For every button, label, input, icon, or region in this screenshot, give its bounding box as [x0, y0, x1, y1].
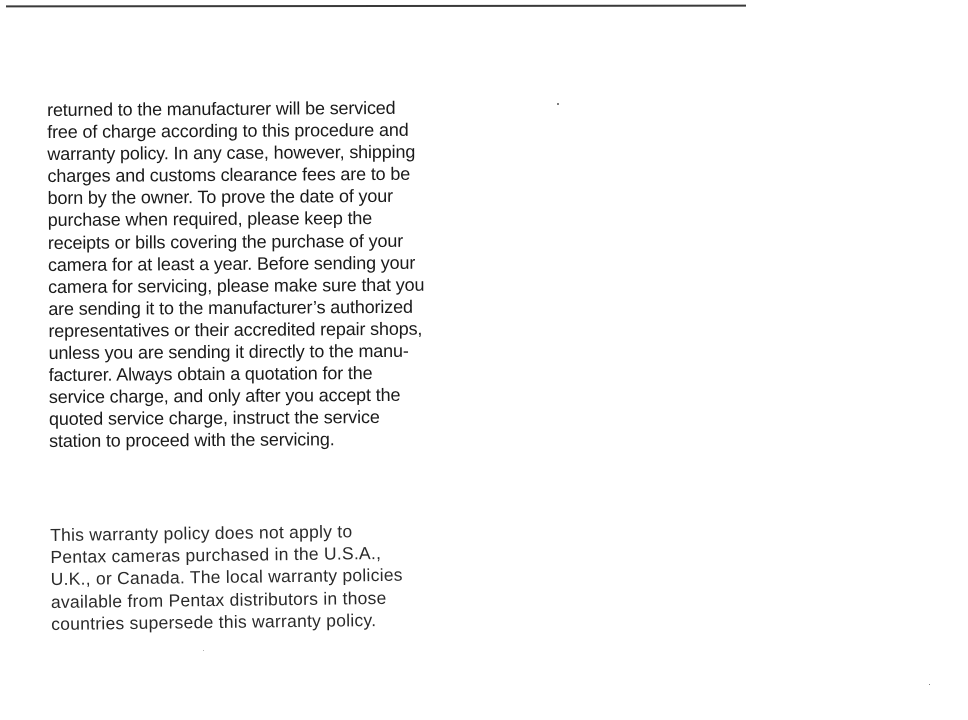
warranty-line: are sending it to the manufacturer’s authorized: [48, 296, 413, 319]
warranty-line: camera for at least a year. Before sending your: [47, 252, 416, 275]
warranty-line: returned to the manufacturer will be serviced: [47, 97, 396, 120]
warranty-line: quoted service charge, instruct the service: [48, 407, 380, 430]
warranty-line: service charge, and only after you accept the: [48, 385, 401, 408]
notice-line: countries supersede this warranty policy.: [51, 609, 377, 634]
regional-notice-paragraph: [50, 519, 491, 635]
notice-line: U.K., or Canada. The local warranty policies: [50, 565, 403, 590]
warranty-line: born by the owner. To prove the date of your: [47, 186, 393, 209]
notice-line: This warranty policy does not apply to: [50, 521, 353, 545]
top-rule-divider: [6, 5, 746, 8]
warranty-line: purchase when required, please keep the: [47, 208, 373, 231]
scan-speck: [557, 103, 559, 105]
warranty-line: warranty policy. In any case, however, shipping: [47, 141, 416, 165]
warranty-line: receipts or bills covering the purchase of your: [47, 230, 404, 253]
warranty-paragraph: [47, 96, 489, 452]
warranty-line: station to proceed with the servicing.: [49, 429, 335, 452]
warranty-line: representatives or their accredited repair shops,: [48, 318, 423, 341]
notice-line: available from Pentax distributors in those: [50, 587, 387, 612]
warranty-line: camera for servicing, please make sure that you: [48, 274, 425, 297]
scan-speck: [203, 650, 204, 651]
notice-line: Pentax cameras purchased in the U.S.A.,: [50, 543, 382, 568]
warranty-line: charges and customs clearance fees are to be: [47, 164, 411, 187]
warranty-line: facturer. Always obtain a quotation for the: [48, 363, 373, 386]
warranty-line: free of charge according to this procedure and: [47, 119, 409, 143]
warranty-line: unless you are sending it directly to the manu-: [48, 340, 409, 364]
scan-speck: [929, 684, 930, 685]
